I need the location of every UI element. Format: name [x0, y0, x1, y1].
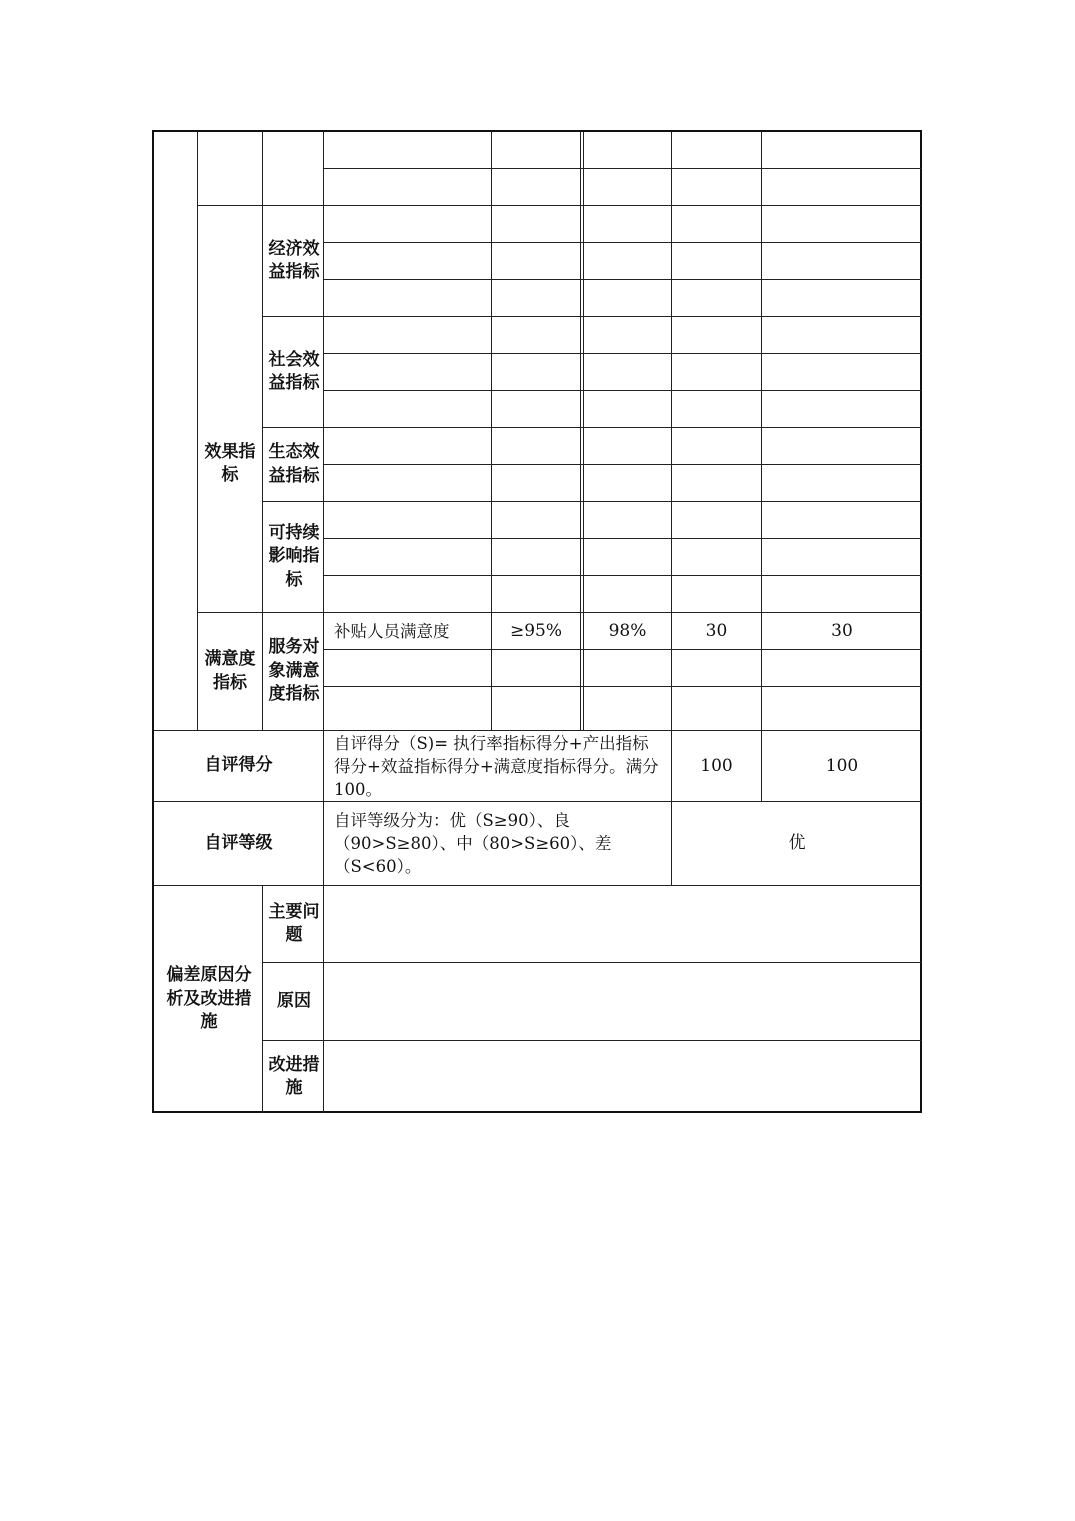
grid-line	[262, 1040, 922, 1041]
grid-line	[324, 686, 922, 687]
grid-line	[324, 390, 922, 391]
grid-line	[324, 464, 922, 465]
self-score-value: 100	[825, 755, 859, 776]
service-target-satisfaction-label: 服务对象满意度指标	[268, 637, 320, 705]
grid-line	[262, 132, 263, 730]
grid-line	[324, 353, 922, 354]
reason-label: 原因	[277, 990, 311, 1011]
improvement-measures-label: 改进措施	[268, 1054, 320, 1098]
grid-line	[262, 316, 922, 317]
grid-line	[324, 649, 922, 650]
main-problem-label: 主要问题	[268, 901, 320, 945]
performance-evaluation-table	[152, 130, 922, 1113]
self-score-weight: 100	[700, 755, 733, 776]
grid-line	[324, 279, 922, 280]
grid-line	[262, 427, 922, 428]
satisfaction-weight: 30	[705, 620, 728, 641]
self-grade-value: 优	[788, 833, 806, 853]
satisfaction-indicator-name: 补贴人员满意度	[334, 621, 450, 641]
satisfaction-indicators-label: 满意度指标	[204, 649, 256, 693]
ecological-benefit-label: 生态效益指标	[268, 442, 320, 486]
grid-line	[262, 885, 263, 1113]
deviation-analysis-label: 偏差原因分析及改进措施	[166, 965, 252, 1033]
effect-indicators-label: 效果指标	[204, 441, 256, 485]
self-grade-label: 自评等级	[204, 832, 273, 853]
self-score-label: 自评得分	[204, 755, 273, 776]
grid-line	[324, 538, 922, 539]
satisfaction-score: 30	[831, 620, 853, 641]
sustainable-impact-label: 可持续影响指标	[268, 522, 320, 590]
self-score-formula: 自评得分（S)= 执行率指标得分+产出指标得分+效益指标得分+满意度指标得分。满分 100。	[334, 733, 659, 799]
grid-line	[580, 132, 581, 730]
satisfaction-target-value: ≥95%	[509, 620, 563, 641]
grid-line	[262, 962, 922, 963]
grid-line	[324, 168, 922, 169]
grid-line	[324, 575, 922, 576]
self-grade-description: 自评等级分为：优（S≥90）、良（90>S≥80）、中（80>S≥60）、差（S<60）。	[334, 811, 612, 876]
grid-line	[761, 132, 762, 801]
satisfaction-actual-value: 98%	[608, 620, 647, 641]
economic-benefit-label: 经济效益指标	[268, 238, 320, 282]
grid-line	[262, 501, 922, 502]
grid-line	[324, 242, 922, 243]
social-benefit-label: 社会效益指标	[268, 349, 320, 393]
